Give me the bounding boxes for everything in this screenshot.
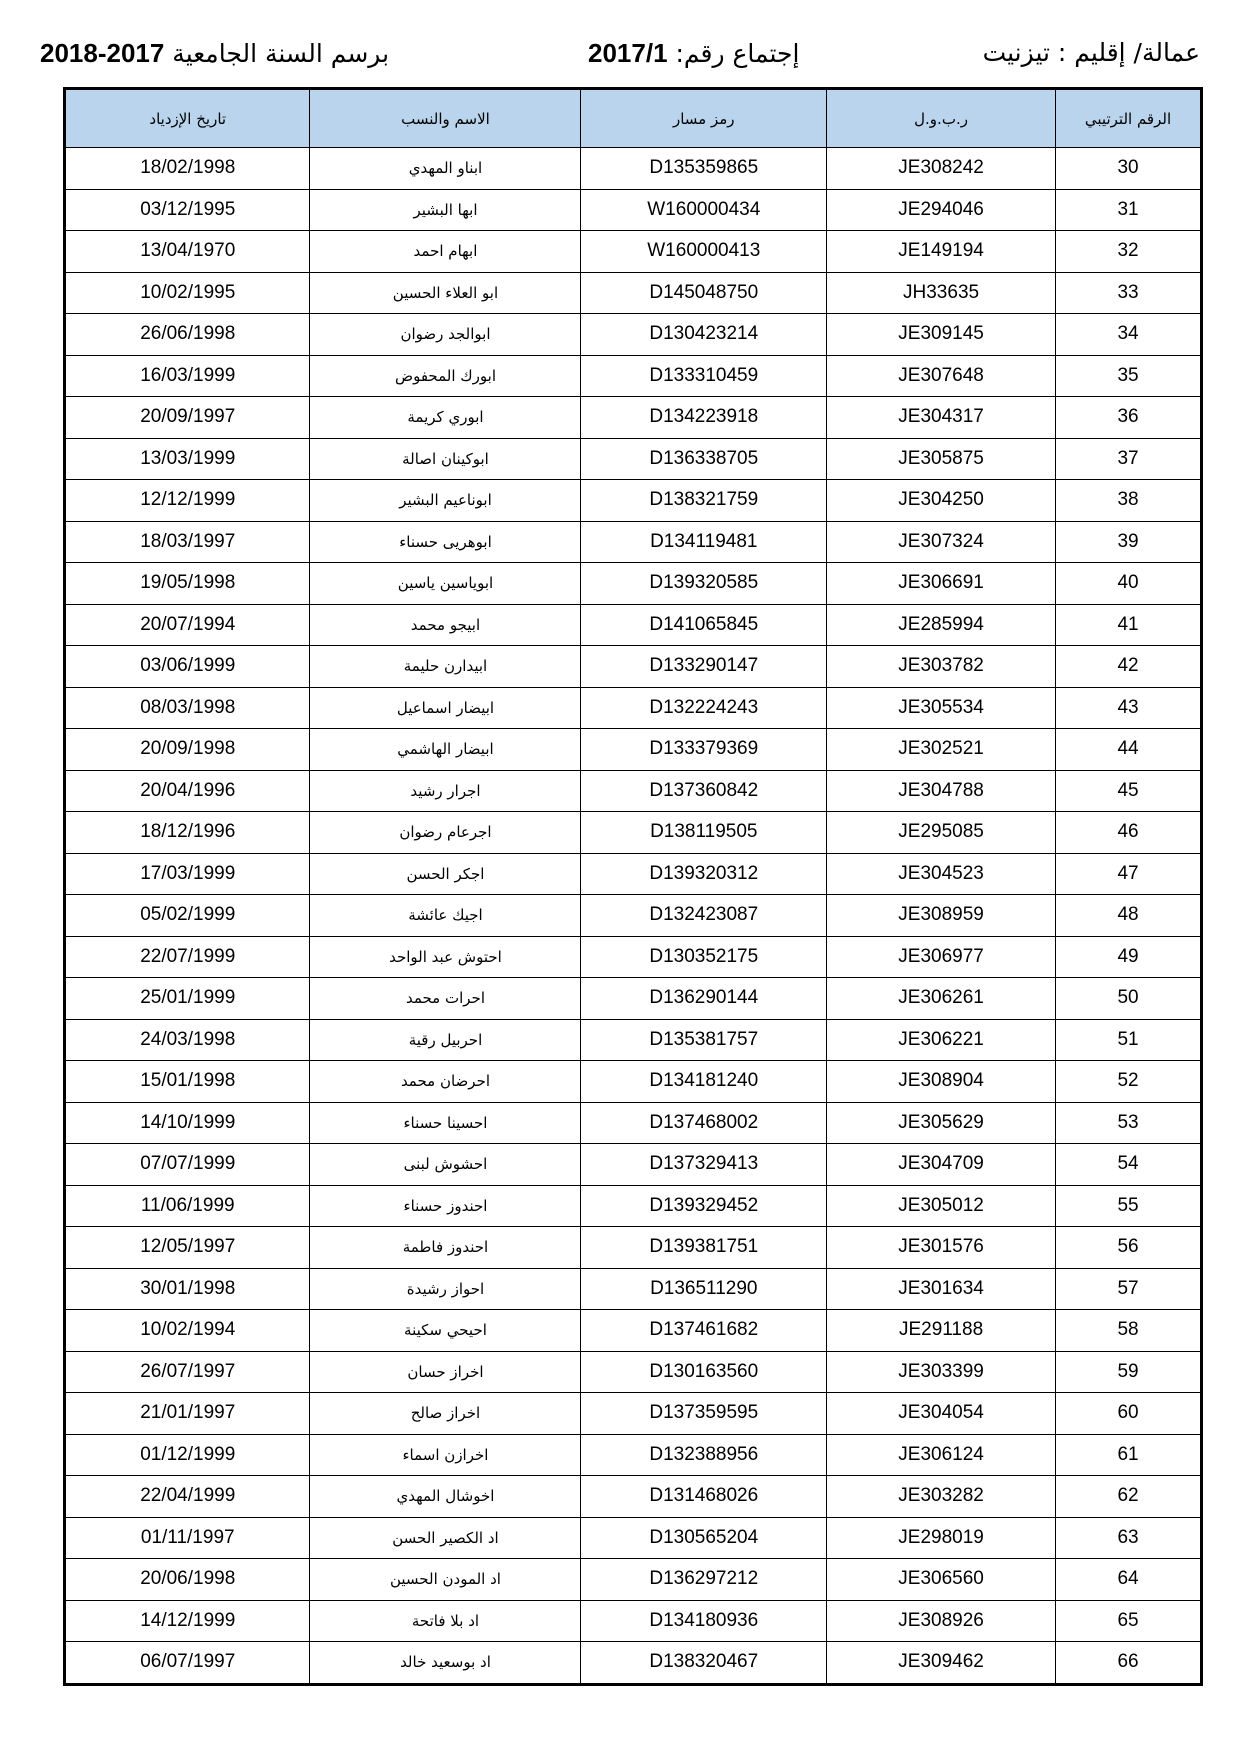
- cell-dob: 16/03/1999: [66, 355, 310, 397]
- cell-name: اخراز حسان: [310, 1351, 581, 1393]
- cell-name: ابيدارن حليمة: [310, 646, 581, 688]
- cell-cin: JE304788: [827, 770, 1056, 812]
- table-row: [66, 355, 1201, 397]
- cell-dob: 03/12/1995: [66, 189, 310, 231]
- cell-name: ابوياسين ياسين: [310, 563, 581, 605]
- cell-dob: 22/07/1999: [66, 936, 310, 978]
- academic-year-label: برسم السنة الجامعية: [172, 39, 390, 68]
- cell-dob: 24/03/1998: [66, 1019, 310, 1061]
- cell-name: ابها البشير: [310, 189, 581, 231]
- cell-dob: 22/04/1999: [66, 1476, 310, 1518]
- province-label: عمالة/ إقليم : تيزنيت: [982, 38, 1200, 67]
- cell-number: 33: [1056, 272, 1201, 314]
- cell-number: 49: [1056, 936, 1201, 978]
- cell-dob: 20/06/1998: [66, 1559, 310, 1601]
- cell-massar: D137329413: [581, 1144, 827, 1186]
- cell-name: ابهام احمد: [310, 231, 581, 273]
- cell-massar: D141065845: [581, 604, 827, 646]
- table-row: [66, 314, 1201, 356]
- cell-cin: JE308242: [827, 148, 1056, 190]
- table-row: [66, 1393, 1201, 1435]
- cell-cin: JE305534: [827, 687, 1056, 729]
- cell-number: 57: [1056, 1268, 1201, 1310]
- cell-name: ابيضار الهاشمي: [310, 729, 581, 771]
- cell-cin: JE149194: [827, 231, 1056, 273]
- beneficiaries-table: [63, 87, 1203, 1686]
- cell-massar: D130352175: [581, 936, 827, 978]
- table-row: [66, 1019, 1201, 1061]
- cell-name: اد بلا فاتحة: [310, 1600, 581, 1642]
- cell-number: 31: [1056, 189, 1201, 231]
- cell-massar: D134223918: [581, 397, 827, 439]
- cell-dob: 26/06/1998: [66, 314, 310, 356]
- column-header-dob: تاريخ الإزدياد: [66, 90, 310, 148]
- cell-massar: D130423214: [581, 314, 827, 356]
- cell-name: ابناو المهدي: [310, 148, 581, 190]
- table-row: [66, 604, 1201, 646]
- cell-name: اخرازن اسماء: [310, 1434, 581, 1476]
- cell-dob: 12/12/1999: [66, 480, 310, 522]
- table-row: [66, 231, 1201, 273]
- cell-number: 54: [1056, 1144, 1201, 1186]
- cell-number: 41: [1056, 604, 1201, 646]
- table-row: [66, 438, 1201, 480]
- cell-cin: JE306560: [827, 1559, 1056, 1601]
- cell-name: احربيل رقية: [310, 1019, 581, 1061]
- cell-cin: JE295085: [827, 812, 1056, 854]
- cell-massar: D135359865: [581, 148, 827, 190]
- cell-name: احتوش عبد الواحد: [310, 936, 581, 978]
- table-row: [66, 521, 1201, 563]
- cell-massar: D145048750: [581, 272, 827, 314]
- cell-dob: 20/07/1994: [66, 604, 310, 646]
- cell-cin: JE303782: [827, 646, 1056, 688]
- cell-dob: 20/09/1998: [66, 729, 310, 771]
- cell-dob: 17/03/1999: [66, 853, 310, 895]
- cell-dob: 20/04/1996: [66, 770, 310, 812]
- cell-number: 36: [1056, 397, 1201, 439]
- cell-massar: D135381757: [581, 1019, 827, 1061]
- table-row: [66, 1185, 1201, 1227]
- cell-massar: D133379369: [581, 729, 827, 771]
- cell-name: احشوش لبنى: [310, 1144, 581, 1186]
- cell-dob: 07/07/1999: [66, 1144, 310, 1186]
- cell-name: احيحي سكينة: [310, 1310, 581, 1352]
- cell-cin: JE306977: [827, 936, 1056, 978]
- cell-massar: D134119481: [581, 521, 827, 563]
- cell-number: 38: [1056, 480, 1201, 522]
- cell-dob: 18/12/1996: [66, 812, 310, 854]
- cell-number: 52: [1056, 1061, 1201, 1103]
- cell-name: احرضان محمد: [310, 1061, 581, 1103]
- cell-massar: D136338705: [581, 438, 827, 480]
- table-row: [66, 189, 1201, 231]
- cell-number: 65: [1056, 1600, 1201, 1642]
- cell-dob: 19/05/1998: [66, 563, 310, 605]
- cell-number: 40: [1056, 563, 1201, 605]
- cell-name: اد المودن الحسين: [310, 1559, 581, 1601]
- cell-massar: D134181240: [581, 1061, 827, 1103]
- table-row: [66, 729, 1201, 771]
- cell-name: اد بوسعيد خالد: [310, 1642, 581, 1684]
- cell-cin: JE303282: [827, 1476, 1056, 1518]
- cell-massar: D137360842: [581, 770, 827, 812]
- cell-name: ابوناعيم البشير: [310, 480, 581, 522]
- cell-cin: JE308904: [827, 1061, 1056, 1103]
- cell-massar: D139320585: [581, 563, 827, 605]
- cell-name: احواز رشيدة: [310, 1268, 581, 1310]
- cell-number: 34: [1056, 314, 1201, 356]
- cell-cin: JE308959: [827, 895, 1056, 937]
- cell-name: اجرار رشيد: [310, 770, 581, 812]
- cell-massar: D139381751: [581, 1227, 827, 1269]
- cell-name: ابوري كريمة: [310, 397, 581, 439]
- table-header-row: [66, 90, 1201, 148]
- cell-cin: JE301634: [827, 1268, 1056, 1310]
- cell-cin: JH33635: [827, 272, 1056, 314]
- cell-dob: 12/05/1997: [66, 1227, 310, 1269]
- table-row: [66, 480, 1201, 522]
- cell-cin: JE303399: [827, 1351, 1056, 1393]
- cell-cin: JE306221: [827, 1019, 1056, 1061]
- cell-massar: D130163560: [581, 1351, 827, 1393]
- table-row: [66, 687, 1201, 729]
- cell-massar: D136297212: [581, 1559, 827, 1601]
- cell-massar: D138119505: [581, 812, 827, 854]
- table-row: [66, 1102, 1201, 1144]
- cell-cin: JE304317: [827, 397, 1056, 439]
- cell-dob: 13/04/1970: [66, 231, 310, 273]
- cell-massar: D138321759: [581, 480, 827, 522]
- cell-name: اجيك عائشة: [310, 895, 581, 937]
- cell-name: ابوالجد رضوان: [310, 314, 581, 356]
- meeting-number-label: إجتماع رقم:: [675, 39, 800, 68]
- cell-name: اجكر الحسن: [310, 853, 581, 895]
- cell-number: 45: [1056, 770, 1201, 812]
- column-header-cin: ر.ب.و.ل: [827, 90, 1056, 148]
- cell-massar: D133310459: [581, 355, 827, 397]
- cell-number: 61: [1056, 1434, 1201, 1476]
- cell-name: اد الكصير الحسن: [310, 1517, 581, 1559]
- cell-dob: 14/10/1999: [66, 1102, 310, 1144]
- cell-massar: W160000413: [581, 231, 827, 273]
- cell-number: 62: [1056, 1476, 1201, 1518]
- cell-massar: W160000434: [581, 189, 827, 231]
- column-header-massar: رمز مسار: [581, 90, 827, 148]
- table-row: [66, 895, 1201, 937]
- table-row: [66, 812, 1201, 854]
- cell-massar: D139329452: [581, 1185, 827, 1227]
- cell-dob: 13/03/1999: [66, 438, 310, 480]
- cell-name: اجرعام رضوان: [310, 812, 581, 854]
- cell-dob: 30/01/1998: [66, 1268, 310, 1310]
- cell-number: 66: [1056, 1642, 1201, 1684]
- cell-number: 63: [1056, 1517, 1201, 1559]
- table-row: [66, 1476, 1201, 1518]
- table-row: [66, 853, 1201, 895]
- cell-dob: 03/06/1999: [66, 646, 310, 688]
- table-row: [66, 646, 1201, 688]
- cell-dob: 21/01/1997: [66, 1393, 310, 1435]
- cell-number: 47: [1056, 853, 1201, 895]
- cell-name: ابورك المحفوض: [310, 355, 581, 397]
- cell-number: 51: [1056, 1019, 1201, 1061]
- cell-dob: 14/12/1999: [66, 1600, 310, 1642]
- cell-massar: D131468026: [581, 1476, 827, 1518]
- table-row: [66, 1144, 1201, 1186]
- cell-name: اخراز صالح: [310, 1393, 581, 1435]
- table-body: [66, 148, 1201, 1684]
- table-row: [66, 1351, 1201, 1393]
- cell-massar: D132224243: [581, 687, 827, 729]
- cell-number: 44: [1056, 729, 1201, 771]
- cell-cin: JE309145: [827, 314, 1056, 356]
- cell-massar: D136511290: [581, 1268, 827, 1310]
- table-row: [66, 936, 1201, 978]
- table-row: [66, 397, 1201, 439]
- cell-cin: JE304523: [827, 853, 1056, 895]
- meeting-number-value: 2017/1: [588, 38, 668, 68]
- table-row: [66, 1310, 1201, 1352]
- cell-name: ابوكينان اصالة: [310, 438, 581, 480]
- academic-year-value: 2018-2017: [40, 38, 165, 68]
- cell-dob: 10/02/1994: [66, 1310, 310, 1352]
- cell-dob: 11/06/1999: [66, 1185, 310, 1227]
- cell-number: 35: [1056, 355, 1201, 397]
- cell-cin: JE301576: [827, 1227, 1056, 1269]
- cell-number: 59: [1056, 1351, 1201, 1393]
- cell-name: احرات محمد: [310, 978, 581, 1020]
- column-header-number: الرقم الترتيبي: [1056, 90, 1201, 148]
- cell-number: 37: [1056, 438, 1201, 480]
- cell-cin: JE294046: [827, 189, 1056, 231]
- cell-cin: JE306691: [827, 563, 1056, 605]
- cell-number: 58: [1056, 1310, 1201, 1352]
- cell-name: احسينا حسناء: [310, 1102, 581, 1144]
- cell-number: 43: [1056, 687, 1201, 729]
- cell-name: ابو العلاء الحسين: [310, 272, 581, 314]
- table-row: [66, 1227, 1201, 1269]
- cell-name: احندوز حسناء: [310, 1185, 581, 1227]
- cell-number: 60: [1056, 1393, 1201, 1435]
- cell-cin: JE306261: [827, 978, 1056, 1020]
- cell-massar: D138320467: [581, 1642, 827, 1684]
- cell-name: احندوز فاطمة: [310, 1227, 581, 1269]
- cell-massar: D132423087: [581, 895, 827, 937]
- cell-cin: JE305012: [827, 1185, 1056, 1227]
- cell-dob: 08/03/1998: [66, 687, 310, 729]
- cell-dob: 06/07/1997: [66, 1642, 310, 1684]
- table-row: [66, 978, 1201, 1020]
- cell-number: 48: [1056, 895, 1201, 937]
- cell-name: اخوشال المهدي: [310, 1476, 581, 1518]
- cell-massar: D132388956: [581, 1434, 827, 1476]
- cell-massar: D136290144: [581, 978, 827, 1020]
- cell-number: 64: [1056, 1559, 1201, 1601]
- cell-number: 56: [1056, 1227, 1201, 1269]
- academic-year: [40, 38, 389, 69]
- cell-cin: JE304709: [827, 1144, 1056, 1186]
- table-row: [66, 1600, 1201, 1642]
- cell-dob: 01/11/1997: [66, 1517, 310, 1559]
- cell-number: 46: [1056, 812, 1201, 854]
- cell-dob: 10/02/1995: [66, 272, 310, 314]
- table-row: [66, 1061, 1201, 1103]
- cell-dob: 25/01/1999: [66, 978, 310, 1020]
- cell-dob: 26/07/1997: [66, 1351, 310, 1393]
- table-row: [66, 563, 1201, 605]
- cell-cin: JE304054: [827, 1393, 1056, 1435]
- cell-massar: D130565204: [581, 1517, 827, 1559]
- table-row: [66, 272, 1201, 314]
- cell-massar: D134180936: [581, 1600, 827, 1642]
- cell-cin: JE305629: [827, 1102, 1056, 1144]
- cell-cin: JE306124: [827, 1434, 1056, 1476]
- cell-cin: JE308926: [827, 1600, 1056, 1642]
- cell-number: 50: [1056, 978, 1201, 1020]
- document-header: [40, 38, 1200, 78]
- cell-number: 32: [1056, 231, 1201, 273]
- cell-cin: JE305875: [827, 438, 1056, 480]
- table-row: [66, 1642, 1201, 1684]
- meeting-number: [588, 38, 799, 69]
- cell-massar: D137468002: [581, 1102, 827, 1144]
- cell-cin: JE307648: [827, 355, 1056, 397]
- table-row: [66, 1268, 1201, 1310]
- cell-dob: 20/09/1997: [66, 397, 310, 439]
- cell-name: ابوهريى حسناء: [310, 521, 581, 563]
- cell-cin: JE291188: [827, 1310, 1056, 1352]
- table-row: [66, 1434, 1201, 1476]
- cell-dob: 18/03/1997: [66, 521, 310, 563]
- cell-massar: D137461682: [581, 1310, 827, 1352]
- cell-cin: JE302521: [827, 729, 1056, 771]
- cell-cin: JE304250: [827, 480, 1056, 522]
- cell-dob: 15/01/1998: [66, 1061, 310, 1103]
- column-header-name: الاسم والنسب: [310, 90, 581, 148]
- cell-number: 30: [1056, 148, 1201, 190]
- cell-dob: 05/02/1999: [66, 895, 310, 937]
- cell-name: ابيجو محمد: [310, 604, 581, 646]
- cell-dob: 18/02/1998: [66, 148, 310, 190]
- cell-number: 55: [1056, 1185, 1201, 1227]
- cell-cin: JE285994: [827, 604, 1056, 646]
- table-row: [66, 1559, 1201, 1601]
- cell-cin: JE309462: [827, 1642, 1056, 1684]
- cell-number: 53: [1056, 1102, 1201, 1144]
- cell-massar: D133290147: [581, 646, 827, 688]
- cell-number: 39: [1056, 521, 1201, 563]
- cell-massar: D137359595: [581, 1393, 827, 1435]
- cell-cin: JE307324: [827, 521, 1056, 563]
- table-row: [66, 148, 1201, 190]
- cell-cin: JE298019: [827, 1517, 1056, 1559]
- cell-name: ابيضار اسماعيل: [310, 687, 581, 729]
- cell-massar: D139320312: [581, 853, 827, 895]
- cell-dob: 01/12/1999: [66, 1434, 310, 1476]
- table-row: [66, 770, 1201, 812]
- cell-number: 42: [1056, 646, 1201, 688]
- table-row: [66, 1517, 1201, 1559]
